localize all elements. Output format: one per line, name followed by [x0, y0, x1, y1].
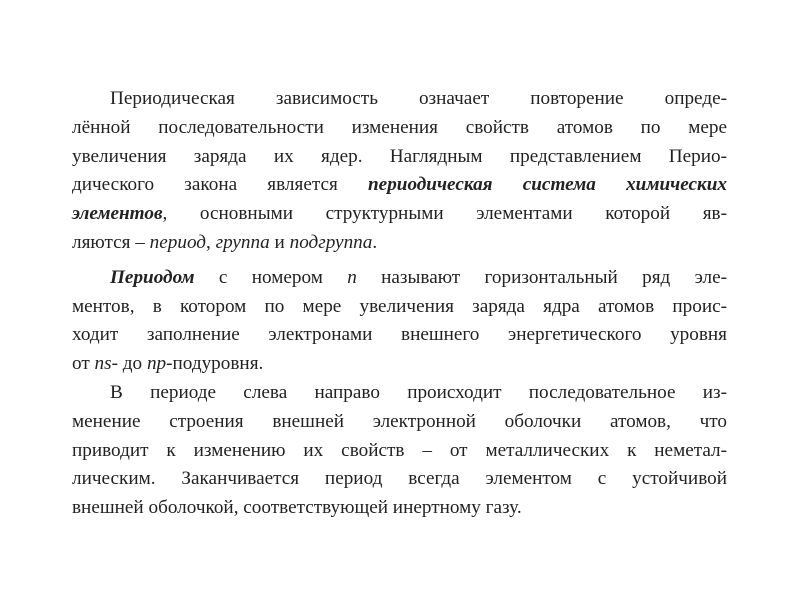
term-period: период: [149, 231, 206, 253]
paragraph-2: [72, 264, 727, 379]
term-period-definition: Периодом: [110, 266, 195, 288]
document-page: [72, 85, 727, 523]
term-subgroup: подгруппа: [289, 231, 373, 253]
text-line: [72, 264, 727, 293]
text-run: дического закона является: [72, 174, 368, 196]
text-run: ляются –: [72, 231, 150, 253]
symbol-n: n: [347, 266, 357, 288]
text-run: -подуровня.: [166, 353, 264, 375]
symbol-ns: ns: [94, 353, 112, 375]
text-run: с номером: [194, 266, 348, 288]
text-line: менение строения внешней электронной оболочки атомов, что: [72, 410, 727, 432]
text-line: лённой последовательности изменения свойств атомов по мере: [72, 116, 727, 138]
text-line: Периодическая зависимость означает повторение опреде-: [110, 88, 727, 109]
text-run: - до: [111, 353, 147, 375]
text-line: внешней оболочкой, соответствующей инертному газу.: [72, 497, 522, 519]
text-line: [72, 350, 727, 379]
term-elements: элементов: [72, 203, 163, 225]
paragraph-3: [72, 379, 727, 523]
text-run: от: [72, 353, 95, 375]
text-line: [72, 229, 727, 258]
text-line: [72, 200, 727, 229]
term-periodic-system: периодическая система химических: [368, 174, 727, 196]
text-line: ходит заполнение электронами внешнего энергетического уровня: [72, 324, 727, 346]
text-run: называют горизонтальный ряд эле-: [356, 266, 727, 288]
text-line: увеличения заряда их ядер. Наглядным представлением Перио-: [72, 145, 727, 167]
text-line: [72, 171, 727, 200]
text-run: .: [372, 231, 378, 253]
text-line: ментов, в котором по мере увеличения заряда ядра атомов проис-: [72, 295, 727, 317]
text-run: и: [269, 231, 290, 253]
text-run: , основными структурными элементами которой яв-: [162, 203, 727, 225]
text-line: приводит к изменению их свойств – от металлических к неметал-: [72, 439, 727, 461]
paragraph-1: [72, 85, 727, 258]
text-line: лическим. Заканчивается период всегда элементом с устойчивой: [72, 468, 727, 490]
term-group: группа: [215, 231, 270, 253]
text-line: В периоде слева направо происходит последовательное из-: [110, 381, 727, 403]
text-run: ,: [206, 231, 216, 253]
symbol-np: np: [146, 353, 167, 375]
